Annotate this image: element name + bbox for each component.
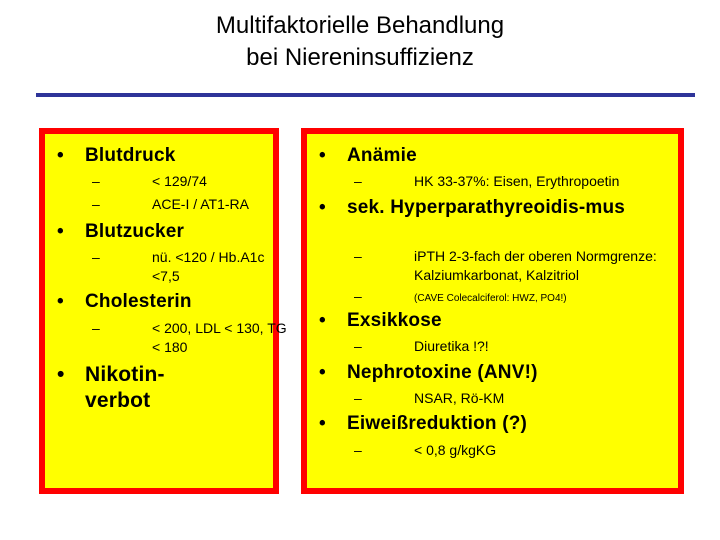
- bullet-item-blutdruck: [57, 144, 273, 168]
- bullet-item-eiweissreduktion: [319, 412, 659, 436]
- sub-item: [354, 289, 689, 308]
- item-label: Blutzucker: [85, 221, 185, 242]
- dash-icon: –: [354, 173, 362, 189]
- item-label: Anämie: [347, 145, 417, 166]
- item-label: Cholesterin: [85, 291, 192, 312]
- sub-item-text: (CAVE Colecalciferol: HWZ, PO4!): [414, 293, 567, 304]
- item-label: Nephrotoxine (ANV!): [347, 362, 538, 383]
- dash-icon: –: [354, 442, 362, 458]
- dash-icon: –: [92, 320, 100, 336]
- item-label: sek. Hyperparathyreoidis-mus: [347, 197, 626, 218]
- right-panel: [301, 128, 684, 494]
- sub-item-text: < 200, LDL < 130, TG < 180: [152, 320, 287, 355]
- dash-icon: –: [354, 390, 362, 406]
- sub-item: [354, 247, 689, 285]
- sub-item-text: iPTH 2-3-fach der oberen Normgrenze: Kalziumkarbonat, Kalzitriol: [414, 248, 657, 283]
- sub-item: [92, 319, 287, 357]
- bullet-item-nephrotoxine: [319, 361, 659, 385]
- sub-item: [354, 172, 709, 191]
- item-label: Exsikkose: [347, 310, 442, 331]
- sub-item: [92, 248, 267, 286]
- sub-item: [92, 195, 307, 214]
- bullet-icon: •: [319, 413, 326, 434]
- bullet-item-blutzucker: [57, 220, 273, 244]
- bullet-item-nikotinverbot: [57, 362, 197, 414]
- dash-icon: –: [354, 248, 362, 264]
- bullet-icon: •: [319, 145, 326, 166]
- bullet-icon: •: [57, 291, 64, 312]
- sub-item: [354, 441, 689, 460]
- bullet-item-cholesterin: [57, 290, 273, 314]
- title-line-2: bei Niereninsuffizienz: [246, 44, 474, 71]
- sub-item-text: NSAR, Rö-KM: [414, 390, 505, 406]
- dash-icon: –: [354, 338, 362, 354]
- title-divider: [36, 93, 695, 97]
- dash-icon: –: [354, 288, 362, 304]
- dash-icon: –: [92, 249, 100, 265]
- sub-item-text: < 129/74: [152, 173, 207, 189]
- item-label: Nikotin-verbot: [85, 363, 165, 412]
- bullet-icon: •: [319, 310, 326, 331]
- bullet-icon: •: [57, 363, 65, 386]
- sub-item-text: HK 33-37%: Eisen, Erythropoetin: [414, 173, 620, 189]
- bullet-icon: •: [319, 362, 326, 383]
- bullet-item-exsikkose: [319, 309, 659, 333]
- slide-title: [0, 10, 720, 74]
- sub-item: [354, 389, 689, 408]
- item-label: Eiweißreduktion (?): [347, 413, 528, 434]
- title-line-1: Multifaktorielle Behandlung: [215, 12, 505, 39]
- dash-icon: –: [92, 173, 100, 189]
- item-label: Blutdruck: [85, 145, 176, 166]
- bullet-item-hyperparathyreoidismus: [319, 196, 659, 220]
- sub-item-text: nü. <120 / Hb.A1c <7,5: [152, 249, 265, 284]
- left-panel: [39, 128, 287, 494]
- sub-item: [92, 172, 307, 191]
- sub-item-text: Diuretika !?!: [414, 338, 489, 354]
- bullet-icon: •: [57, 221, 64, 242]
- dash-icon: –: [92, 196, 100, 212]
- sub-item-text: < 0,8 g/kgKG: [414, 442, 497, 458]
- sub-item: [354, 337, 689, 356]
- bullet-icon: •: [57, 145, 64, 166]
- sub-item-text: ACE-I / AT1-RA: [152, 196, 249, 212]
- bullet-item-anaemie: [319, 144, 679, 168]
- bullet-icon: •: [319, 197, 326, 218]
